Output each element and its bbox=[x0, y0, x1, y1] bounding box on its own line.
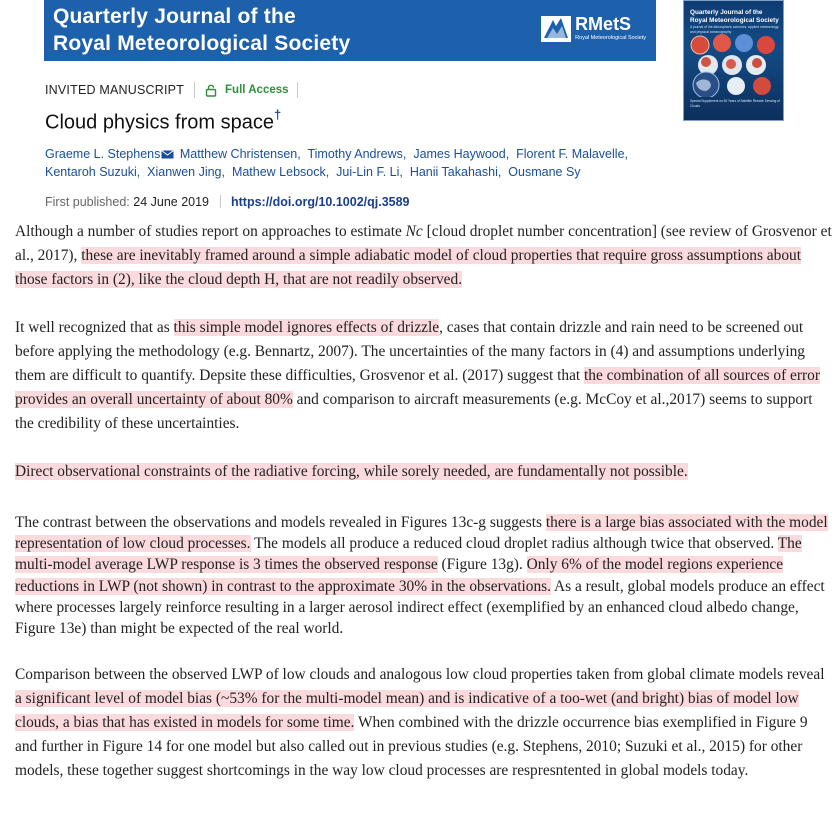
highlighted-text: this simple model ignores effects of drizzle bbox=[173, 319, 440, 336]
highlighted-text: there is a large bias associated with the model representation of low cloud processes. bbox=[15, 514, 828, 553]
nc-symbol: Nc bbox=[405, 223, 423, 240]
rmets-logo-icon bbox=[541, 16, 571, 42]
author-link[interactable]: Florent F. Malavelle, bbox=[516, 147, 628, 161]
cover-footer: Special Supplement on 50 Years of Satellite Remote Sensing of Clouds bbox=[690, 99, 780, 108]
paragraph-5: Comparison between the observed LWP of low clouds and analogous low cloud properties taken from global climate models reveal a significant level of model bias (~53% for the multi-model mean) and is indicative of a too-wet (and bright) bias of model low clouds, a bias that has existed in models for some time. When combined with the drizzle occurrence bias exemplified in Figure 9 and further in Figure 14 for one model but also called out in previous studies (e.g. Stephens, 2010; Suzuki et al., 2015) for other models, these together suggest shortcomings in the way low cloud processes are respresntented in global models today. bbox=[15, 666, 825, 780]
author-link[interactable]: Hanii Takahashi, bbox=[409, 165, 502, 179]
highlighted-text: the combination of all sources of error provides an overall uncertainty of about 80% bbox=[15, 367, 820, 408]
divider bbox=[297, 82, 298, 98]
cover-subtitle: A journal of the atmospheric sciences, applied meteorology and physical oceanography bbox=[690, 25, 779, 34]
highlighted-text: these are inevitably framed around a simple adiabatic model of cloud properties that require gross assumptions about those factors in (2), like the cloud depth H, that are not readily observed. bbox=[15, 247, 801, 288]
author-link[interactable]: Mathew Lebsock, bbox=[231, 165, 330, 179]
article-meta bbox=[45, 82, 308, 98]
publication-date: 24 June 2019 bbox=[133, 195, 210, 209]
envelope-icon[interactable] bbox=[161, 150, 174, 159]
paragraph-3 bbox=[15, 460, 833, 484]
author-link[interactable]: James Haywood, bbox=[413, 147, 510, 161]
article-title-text: Cloud physics from space bbox=[45, 111, 274, 134]
article-title bbox=[45, 109, 281, 135]
author-link[interactable]: Kentaroh Suzuki, bbox=[45, 165, 141, 179]
author-list bbox=[45, 145, 665, 181]
title-footnote-link[interactable]: † bbox=[273, 107, 282, 122]
author-link[interactable]: Graeme L. Stephens bbox=[45, 147, 176, 161]
cover-globes-graphic bbox=[684, 31, 784, 97]
journal-name-line1: Quarterly Journal of the bbox=[53, 5, 296, 28]
rmets-logo-text: RMetS bbox=[575, 14, 632, 34]
author-link[interactable]: Matthew Christensen, bbox=[179, 147, 301, 161]
lock-icon bbox=[205, 84, 217, 97]
highlighted-text: Direct observational constraints of the radiative forcing, while sorely needed, are fundamentally not possible. bbox=[15, 463, 688, 480]
journal-name-line2: Royal Meteorological Society bbox=[53, 32, 351, 55]
access-label: Full Access bbox=[225, 84, 289, 96]
first-published-label: First published: bbox=[45, 195, 130, 209]
highlighted-text: Only 6% of the model regions experience reductions in LWP (not shown) in contrast to the approximate 30% in the observations. bbox=[15, 556, 784, 595]
author-link[interactable]: Timothy Andrews, bbox=[307, 147, 407, 161]
journal-cover-image[interactable] bbox=[683, 0, 784, 121]
paragraph-1: Although a number of studies report on approaches to estimate Nc [cloud droplet number concentration] (see review of Grosvenor et al., 2017), these are inevitably framed around a simple adiabatic model of cloud properties that require gross assumptions about those factors in (2), like the cloud depth H, that are not readily observed. bbox=[15, 223, 832, 288]
author-link[interactable]: Jui-Lin F. Li, bbox=[336, 165, 403, 179]
author-link[interactable]: Ousmane Sy bbox=[508, 165, 581, 179]
rmets-logo-subtext: Royal Meteorological Society bbox=[575, 35, 646, 41]
cover-title: Quarterly Journal of the Royal Meteorological Society bbox=[690, 9, 779, 24]
journal-name bbox=[53, 3, 350, 57]
highlighted-text: a significant level of model bias (~53% for the multi-model mean) and is indicative of a too-wet (and bright) bias of model low clouds, a bias that has existed in models for some time. bbox=[15, 690, 799, 732]
divider bbox=[194, 82, 195, 98]
rmets-logo[interactable] bbox=[541, 14, 646, 48]
journal-banner[interactable] bbox=[44, 0, 656, 61]
publication-info bbox=[45, 195, 410, 209]
article-excerpt bbox=[15, 220, 833, 783]
divider bbox=[220, 195, 221, 208]
manuscript-type-label: INVITED MANUSCRIPT bbox=[45, 83, 185, 97]
doi-link[interactable]: https://doi.org/10.1002/qj.3589 bbox=[230, 195, 410, 209]
paragraph-2: It well recognized that as this simple model ignores effects of drizzle, cases that contain drizzle and rain need to be screened out before applying the methodology (e.g. Bennartz, 2007). The uncertainties of the many factors in (4) and assumptions underlying them are difficult to quantify. Depsite these difficulties, Grosvenor et al. (2017) suggest that the combination of all sources of error provides an overall uncertainty of about 80% and comparison to aircraft measurements (e.g. McCoy et al.,2017) seems to support the credibility of these uncertainties. bbox=[15, 319, 820, 432]
author-link[interactable]: Xianwen Jing, bbox=[147, 165, 225, 179]
highlighted-text: The multi-model average LWP response is 3 times the observed response bbox=[15, 535, 802, 574]
paragraph-4: The contrast between the observations and models revealed in Figures 13c-g suggests there is a large bias associated with the model representation of low cloud processes. The models all produce a reduced cloud droplet radius although twice that observed. The multi-model average LWP response is 3 times the observed response (Figure 13g). Only 6% of the model regions experience reductions in LWP (not shown) in contrast to the approximate 30% in the observations. As a result, global models produce an effect where processes largely reinforce resulting in a larger aerosol indirect effect (exemplified by an enhanced cloud albedo change, Figure 13e) than might be expected of the real world. bbox=[15, 514, 828, 638]
